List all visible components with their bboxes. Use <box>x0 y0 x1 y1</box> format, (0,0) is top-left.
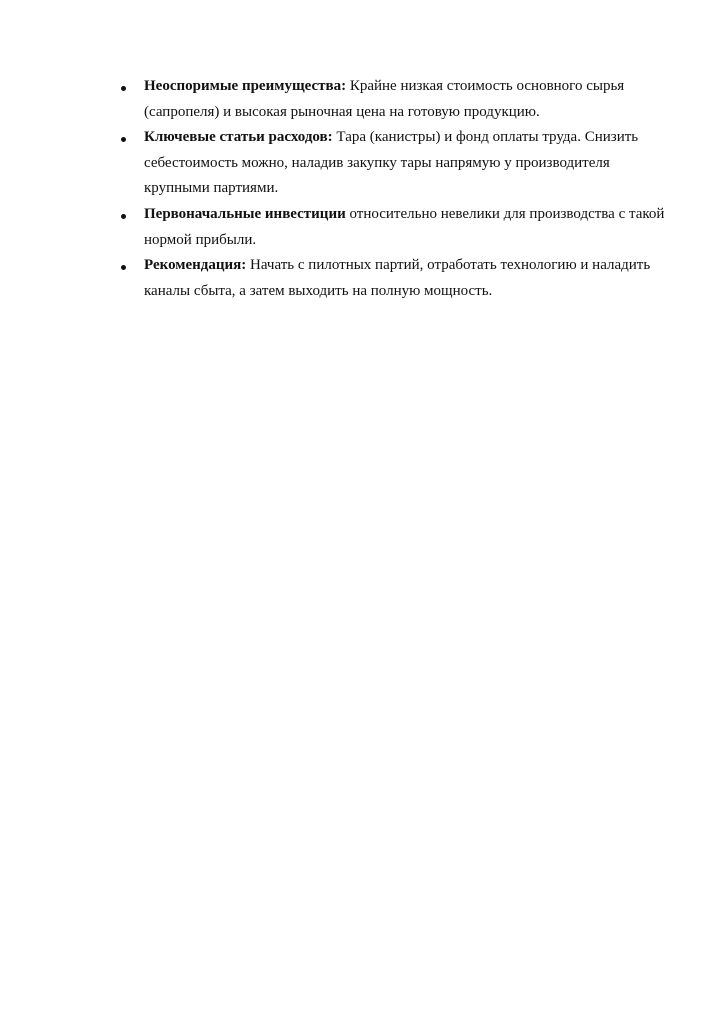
bullet-icon <box>121 214 126 219</box>
item-text: Крайне низкая стоимость основного сырья (сапропеля) и высокая рыночная цена на готовую продукцию. <box>144 78 625 120</box>
item-term: Неоспоримые преимущества: <box>144 78 347 94</box>
item-text: Тара (канистры) и фонд оплаты труда. Снизить себестоимость можно, наладив закупку тары напрямую у производителя крупными партиями. <box>144 129 639 197</box>
item-text: относительно невелики для производства с такой нормой прибыли. <box>144 205 665 248</box>
list-item <box>118 125 678 202</box>
bullet-icon <box>121 137 126 142</box>
bullet-list <box>118 74 678 304</box>
item-term: Рекомендация: <box>144 257 247 274</box>
list-item <box>118 253 678 304</box>
list-item <box>118 74 678 125</box>
list-item <box>118 202 678 253</box>
item-term: Первоначальные инвестиции <box>144 205 346 222</box>
bullet-icon <box>121 86 126 91</box>
item-term: Ключевые статьи расходов: <box>144 129 333 146</box>
item-text: Начать с пилотных партий, отработать технологию и наладить каналы сбыта, а затем выходить на полную мощность. <box>144 257 651 299</box>
bullet-icon <box>121 265 126 270</box>
